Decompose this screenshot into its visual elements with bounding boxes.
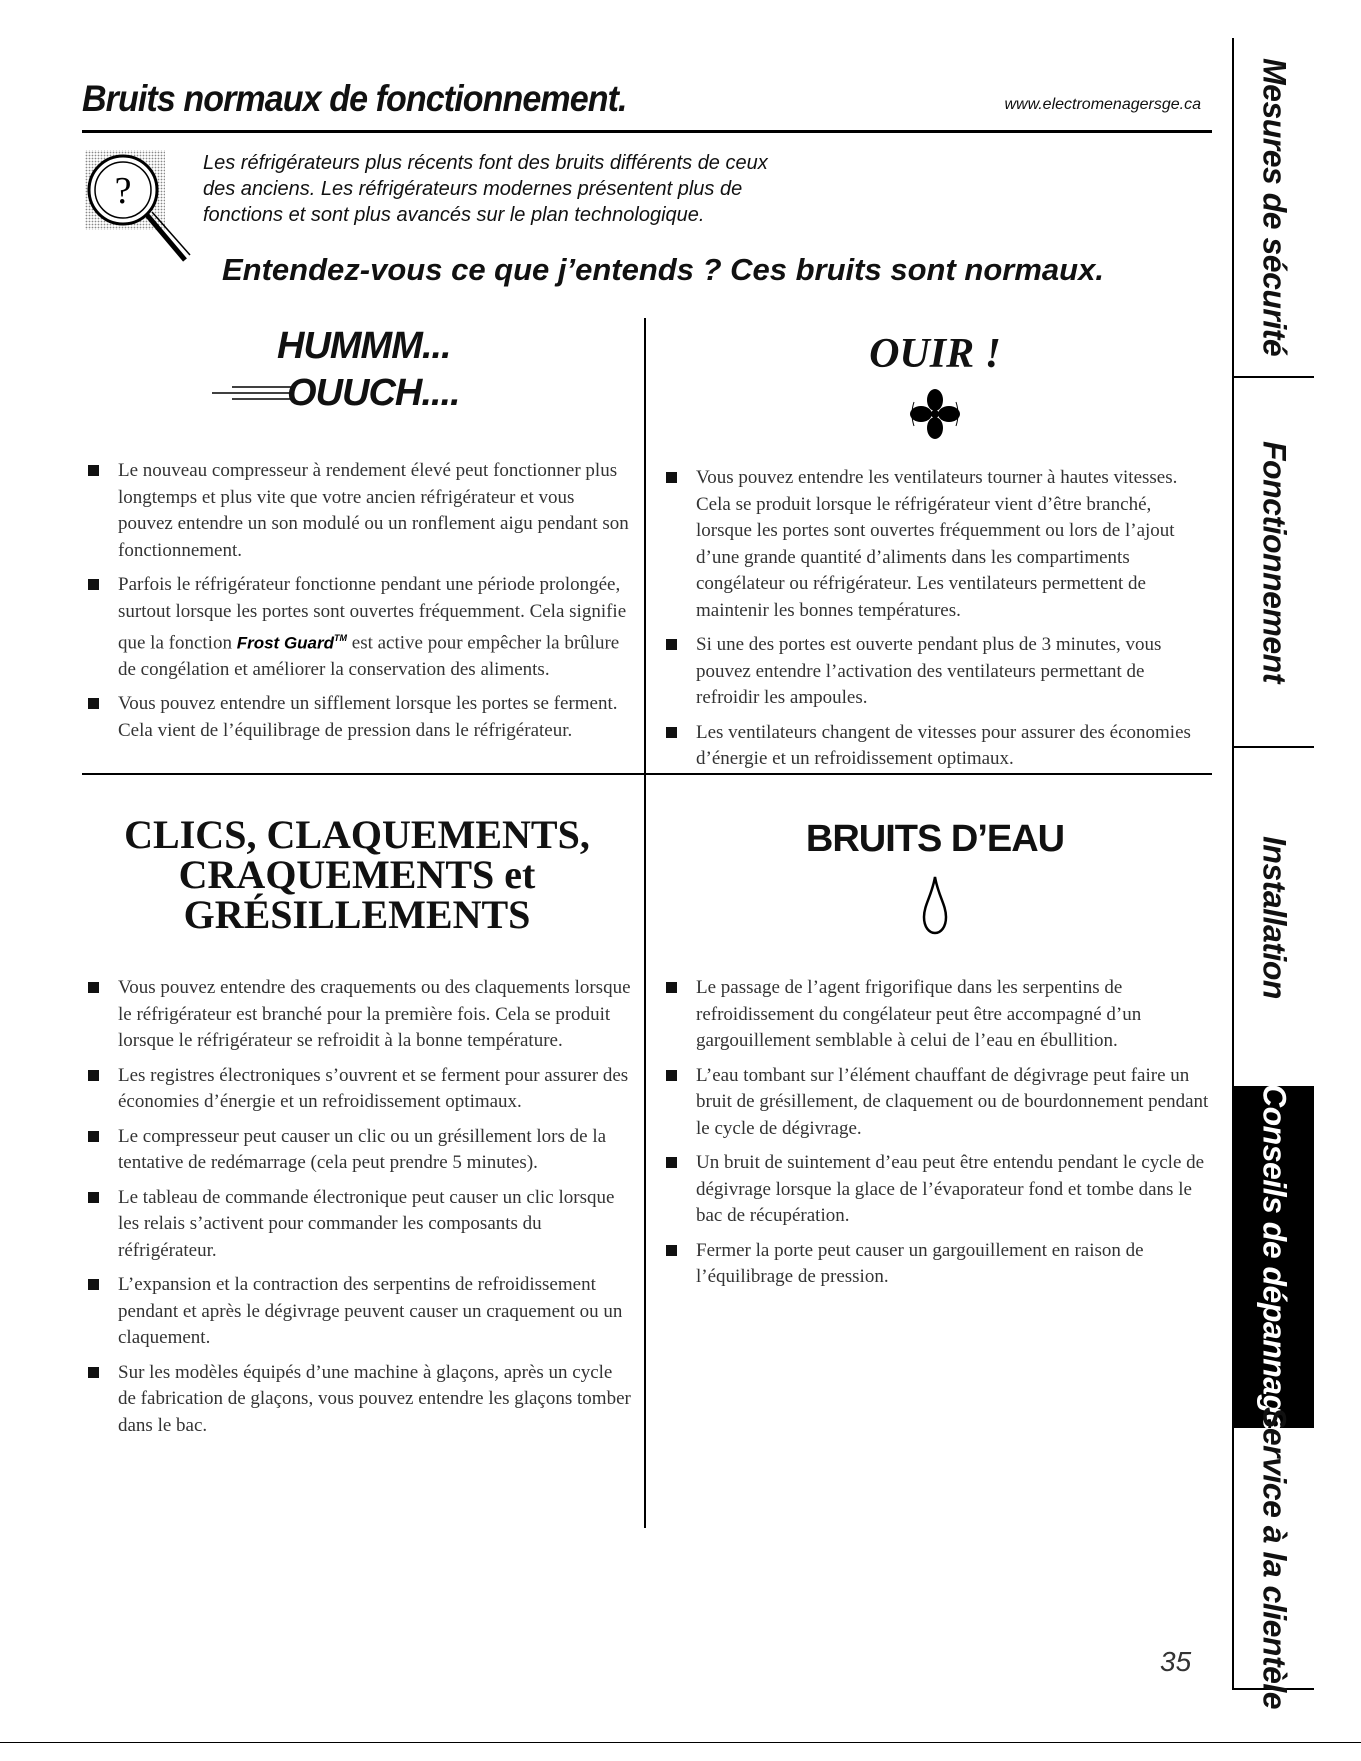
list-item: L’expansion et la contraction des serpentins de refroidissement pendant et après le dégivrage peuvent causer un craquement ou un claquement.	[82, 1272, 632, 1352]
tab-label: Mesures de sécurité	[1256, 57, 1293, 357]
list-item: Un bruit de suintement d’eau peut être entendu pendant le cycle de dégivrage lorsque la glace de l’évaporateur fond et tombe dans le bac de récupération.	[660, 1150, 1210, 1230]
tab-mesures-de-securite[interactable]	[1234, 38, 1314, 378]
section-clics	[82, 790, 632, 1447]
list-item-text: Parfois le réfrigérateur fonctionne pendant une période prolongée, surtout lorsque les portes sont ouvertes fréquemment. Cela signifie que la fonction	[118, 574, 627, 654]
list-item: Les ventilateurs changent de vitesses pour assurer des économies d’énergie et un refroidissement optimaux.	[660, 720, 1210, 773]
tab-label: Service à la clientèle	[1256, 1406, 1293, 1710]
page-title: Bruits normaux de fonctionnement.	[82, 78, 627, 119]
sound-lines-icon	[212, 382, 292, 404]
website-url[interactable]: www.electromenagersge.ca	[1004, 96, 1201, 113]
list-item	[82, 572, 632, 683]
list-item: Le nouveau compresseur à rendement élevé peut fonctionner plus longtemps et plus vite que votre ancien réfrigérateur et vous pouvez entendre un son modulé ou un ronflement aigu pendant son fonctionnement.	[82, 458, 632, 564]
ouuch-heading: OUUCH....	[287, 372, 460, 414]
ouir-heading: OUIR !	[869, 331, 1001, 377]
list-item-text: est active pour empêcher la brûlure de congélation et améliorer la conservation des aliments.	[118, 632, 620, 680]
tab-installation[interactable]	[1234, 748, 1314, 1088]
humm-heading: HUMMM...	[277, 325, 451, 367]
tab-fonctionnement[interactable]	[1234, 378, 1314, 748]
tab-label: Installation	[1256, 835, 1293, 999]
slogan-heading: Entendez-vous ce que j’entends ? Ces bruits sont normaux.	[222, 252, 1104, 287]
intro-line: des anciens. Les réfrigérateurs modernes présentent plus de	[203, 178, 743, 200]
question-magnifier-icon	[85, 145, 215, 265]
list-item: Si une des portes est ouverte pendant plus de 3 minutes, vous pouvez entendre l’activation des ventilateurs permettant de refroidir les ampoules.	[660, 632, 1210, 712]
water-drop-icon	[920, 875, 950, 935]
list-item: L’eau tombant sur l’élément chauffant de dégivrage peut faire un bruit de grésillement, de claquement ou de bourdonnement pendant le cycle de dégivrage.	[660, 1063, 1210, 1143]
list-item: Le tableau de commande électronique peut causer un clic lorsque les relais s’activent pour commander les composants du réfrigérateur.	[82, 1185, 632, 1265]
section-humm	[82, 320, 632, 752]
tab-conseils-de-depannage[interactable]	[1234, 1083, 1314, 1431]
tab-service-a-la-clientele[interactable]	[1234, 1406, 1314, 1710]
list-item: Fermer la porte peut causer un gargouillement en raison de l’équilibrage de pression.	[660, 1238, 1210, 1291]
clics-heading-line: CRAQUEMENTS et	[178, 852, 536, 897]
column-divider	[644, 318, 646, 1528]
list-item: Vous pouvez entendre des craquements ou des claquements lorsque le réfrigérateur est branché pour la première fois. Cela se produit lorsque le réfrigérateur se refroidit à la bonne température.	[82, 975, 632, 1055]
eau-heading: BRUITS D’EAU	[805, 818, 1065, 860]
title-divider	[82, 130, 1212, 133]
fan-icon	[910, 386, 960, 440]
list-item: Le compresseur peut causer un clic ou un grésillement lors de la tentative de redémarrage (cela peut prendre 5 minutes).	[82, 1124, 632, 1177]
section-ouir	[660, 320, 1210, 781]
intro-text	[203, 150, 823, 228]
list-item: Vous pouvez entendre les ventilateurs tourner à hautes vitesses. Cela se produit lorsque le réfrigérateur vient d’être branché, lorsque les portes sont ouvertes fréquemment ou lors de l’ajout d’une grande quantité d’aliments dans les compartiments congélateur ou réfrigérateur. Les ventilateurs permettent de maintenir les bonnes températures.	[660, 465, 1210, 624]
list-item: Vous pouvez entendre un sifflement lorsque les portes se ferment. Cela vient de l’équilibrage de pression dans le réfrigérateur.	[82, 691, 632, 744]
side-tabs	[1232, 38, 1314, 1710]
page-number: 35	[1160, 1646, 1192, 1677]
clics-heading-line: CLICS, CLAQUEMENTS,	[124, 812, 590, 857]
list-item: Le passage de l’agent frigorifique dans les serpentins de refroidissement du congélateur peut être accompagné d’un gargouillement semblable à celui de l’eau en ébullition.	[660, 975, 1210, 1055]
list-item: Sur les modèles équipés d’une machine à glaçons, après un cycle de fabrication de glaçons, vous pouvez entendre les glaçons tomber dans le bac.	[82, 1360, 632, 1440]
intro-line: fonctions et sont plus avancés sur le plan technologique.	[203, 204, 705, 226]
clics-heading	[82, 812, 632, 937]
clics-heading-line: GRÉSILLEMENTS	[183, 892, 531, 937]
tab-label: Fonctionnement	[1256, 441, 1293, 683]
tab-label: Conseils de dépannage	[1256, 1083, 1293, 1431]
list-item: Les registres électroniques s’ouvrent et se ferment pour assurer des économies d’énergie et un refroidissement optimaux.	[82, 1063, 632, 1116]
trademark-label: TM	[334, 633, 348, 643]
intro-line: Les réfrigérateurs plus récents font des bruits différents de ceux	[203, 152, 768, 174]
section-eau	[660, 790, 1210, 1299]
frost-guard-label: Frost Guard	[236, 633, 335, 653]
svg-text:?: ?	[114, 170, 132, 212]
bottom-divider	[0, 1742, 1361, 1743]
